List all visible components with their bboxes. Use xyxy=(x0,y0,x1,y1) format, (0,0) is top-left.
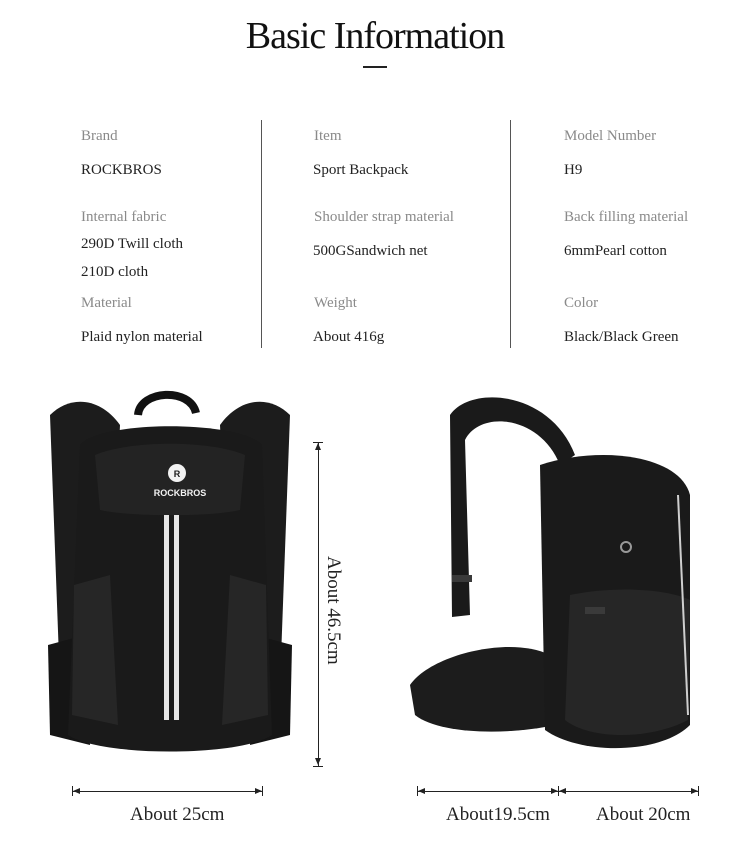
item-label: Item xyxy=(314,128,342,144)
backpack-front-image xyxy=(40,385,300,765)
model-number-value: H9 xyxy=(564,162,583,178)
width-arrow-right-icon xyxy=(255,788,262,794)
color-value: Black/Black Green xyxy=(564,329,679,345)
title-underline xyxy=(363,66,387,68)
width-line xyxy=(72,791,262,792)
column-divider-2 xyxy=(510,120,511,348)
item-value: Sport Backpack xyxy=(313,162,409,178)
shoulder-strap-value: 500GSandwich net xyxy=(313,243,428,259)
depth-total-arrow-left-icon xyxy=(559,788,566,794)
internal-fabric-label: Internal fabric xyxy=(81,209,167,225)
height-arrow-up-icon xyxy=(315,443,321,450)
depth-bag-arrow-right-icon xyxy=(551,788,558,794)
depth-total-arrow-right-icon xyxy=(691,788,698,794)
backpack-side-image xyxy=(390,385,710,765)
back-filling-label: Back filling material xyxy=(564,209,689,225)
back-filling-value: 6mmPearl cotton xyxy=(564,243,667,259)
internal-fabric-value-1: 290D Twill cloth xyxy=(81,236,184,252)
column-divider-1 xyxy=(261,120,262,348)
width-arrow-left-icon xyxy=(73,788,80,794)
shoulder-strap-label: Shoulder strap material xyxy=(314,209,454,225)
height-line xyxy=(318,442,319,766)
color-label: Color xyxy=(564,295,599,311)
height-label: About 46.5cm xyxy=(323,556,344,665)
depth-bag-arrow-left-icon xyxy=(418,788,425,794)
model-number-label: Model Number xyxy=(564,128,657,144)
depth-bag-label: About19.5cm xyxy=(446,804,550,825)
internal-fabric-value-2: 210D cloth xyxy=(81,264,149,280)
logo-text: ROCKBROS xyxy=(153,488,207,498)
height-arrow-down-icon xyxy=(315,758,321,765)
height-tick-bottom xyxy=(313,766,323,767)
depth-total-line xyxy=(558,791,698,792)
width-tick-right xyxy=(262,786,263,796)
brand-label: Brand xyxy=(81,128,118,144)
weight-label: Weight xyxy=(314,295,357,311)
width-label: About 25cm xyxy=(130,804,225,825)
depth-bag-line xyxy=(417,791,558,792)
material-label: Material xyxy=(81,295,132,311)
svg-text:R: R xyxy=(173,469,181,479)
depth-total-label: About 20cm xyxy=(596,804,691,825)
depth-tick-right xyxy=(698,786,699,796)
weight-value: About 416g xyxy=(313,329,385,345)
brand-value: ROCKBROS xyxy=(81,162,162,178)
material-value: Plaid nylon material xyxy=(81,329,203,345)
page-title: Basic Information xyxy=(245,15,505,57)
